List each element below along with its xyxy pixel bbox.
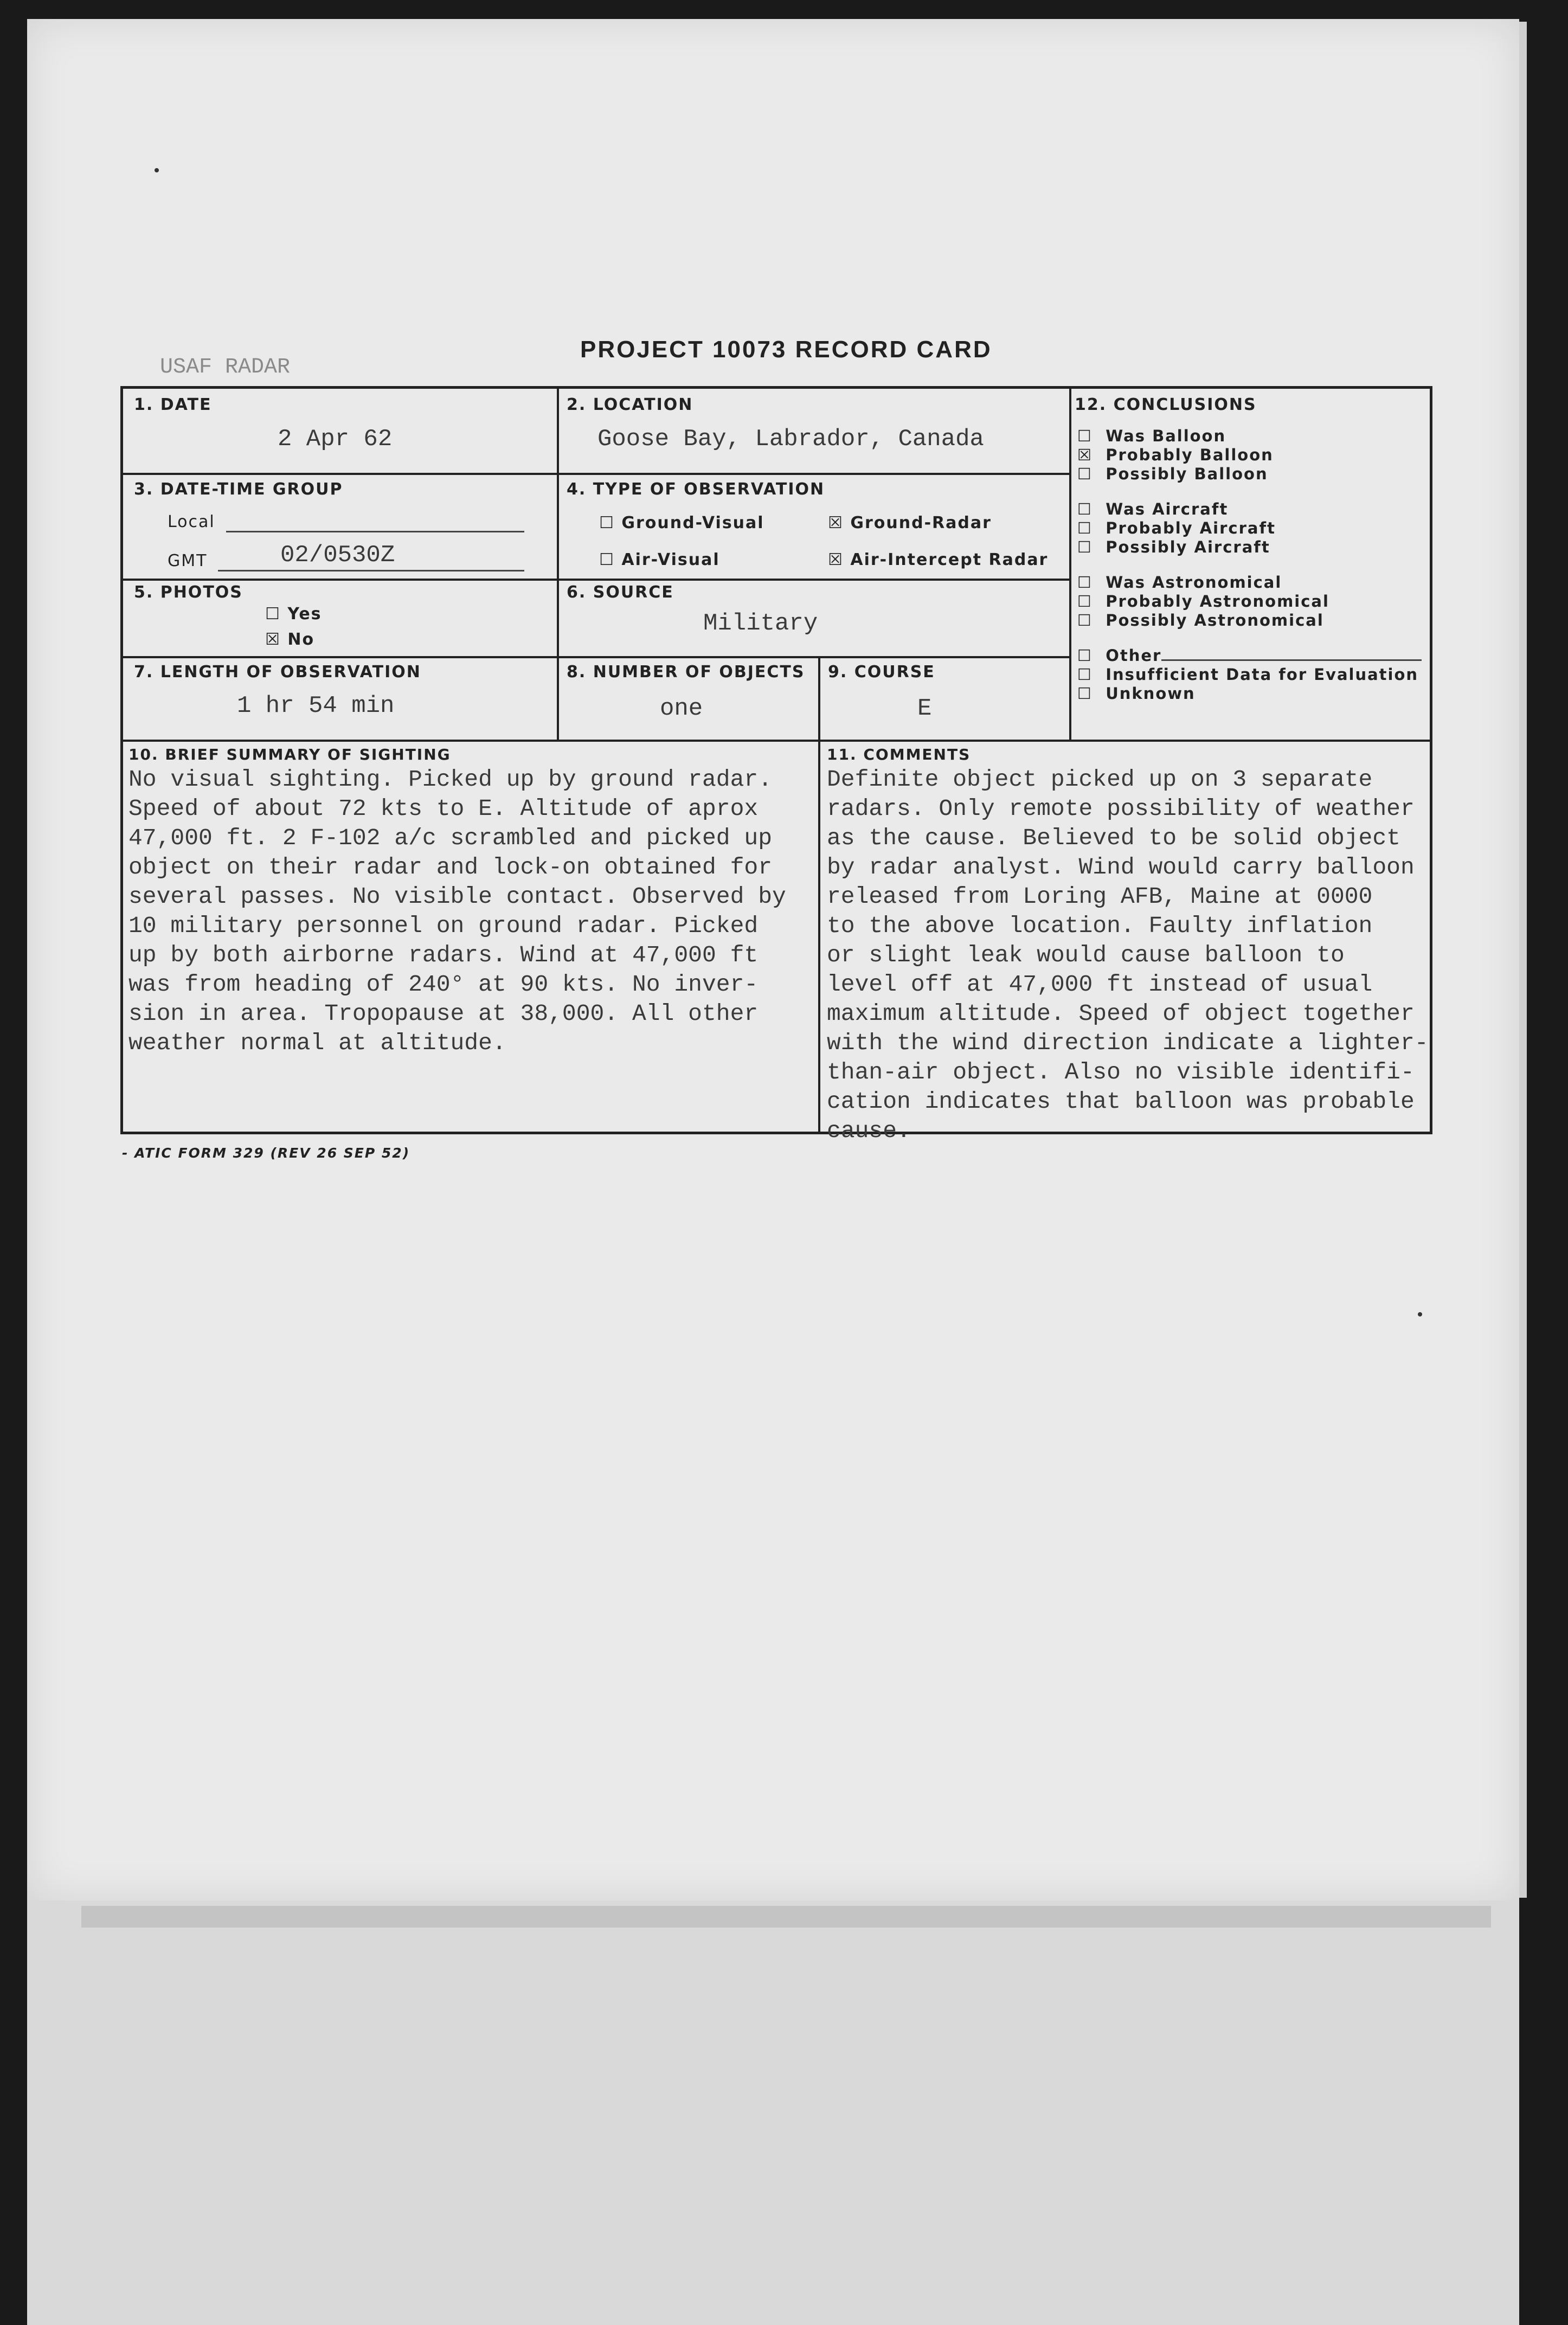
summary-line: was from heading of 240° at 90 kts. No inver- xyxy=(128,971,759,998)
record-card xyxy=(120,386,1432,1144)
column-divider xyxy=(818,656,820,740)
checkbox-icon: ☐ xyxy=(1077,665,1093,684)
comment-line: released from Loring AFB, Maine at 0000 xyxy=(827,883,1373,910)
spacer xyxy=(1077,484,1422,500)
summary-line: up by both airborne radars. Wind at 47,000 ft xyxy=(128,942,759,968)
comment-line: maximum altitude. Speed of object together xyxy=(827,1000,1415,1027)
speck xyxy=(1418,1312,1422,1316)
date-label: 1. DATE xyxy=(134,395,212,414)
summary-line: object on their radar and lock-on obtained for xyxy=(128,854,772,881)
comment-line: radars. Only remote possibility of weather xyxy=(827,795,1415,822)
conclusion-was-astronomical[interactable]: ☐ Was Astronomical xyxy=(1077,573,1282,592)
checked-box-icon: ☒ xyxy=(828,550,844,569)
conclusion-possibly-balloon[interactable]: ☐ Possibly Balloon xyxy=(1077,465,1268,483)
number-of-objects-label: 8. NUMBER OF OBJECTS xyxy=(567,663,805,682)
comment-line: cause. xyxy=(827,1117,911,1144)
source-label: 6. SOURCE xyxy=(567,583,674,602)
course-label: 9. COURSE xyxy=(828,663,935,682)
location-label: 2. LOCATION xyxy=(567,395,693,414)
other-underline xyxy=(1161,659,1422,661)
checkbox-icon: ☐ xyxy=(1077,500,1093,518)
length-of-observation-label: 7. LENGTH OF OBSERVATION xyxy=(134,663,421,682)
checked-box-icon: ☒ xyxy=(828,513,844,532)
local-label: Local xyxy=(168,512,215,531)
checkbox-icon: ☐ xyxy=(1077,611,1093,630)
speck xyxy=(155,168,159,172)
comment-line: cation indicates that balloon was probable xyxy=(827,1088,1415,1115)
checkbox-icon: ☐ xyxy=(1077,519,1093,537)
checkbox-icon: ☐ xyxy=(1077,538,1093,556)
option-photos-no[interactable]: ☒ No xyxy=(265,630,315,649)
comment-line: to the above location. Faulty inflation xyxy=(827,913,1373,939)
conclusion-was-aircraft[interactable]: ☐ Was Aircraft xyxy=(1077,500,1229,518)
checkbox-icon: ☐ xyxy=(599,513,615,532)
checkbox-icon: ☐ xyxy=(1077,592,1093,611)
paper-shadow xyxy=(81,1906,1491,1928)
comments-text xyxy=(827,765,1429,1146)
header-note: USAF RADAR xyxy=(160,355,291,380)
conclusion-possibly-aircraft[interactable]: ☐ Possibly Aircraft xyxy=(1077,538,1270,556)
spacer xyxy=(1077,557,1422,573)
conclusion-probably-aircraft[interactable]: ☐ Probably Aircraft xyxy=(1077,519,1276,537)
checked-box-icon: ☒ xyxy=(265,630,281,649)
checkbox-icon: ☐ xyxy=(1077,573,1093,592)
summary-line: weather normal at altitude. xyxy=(128,1030,506,1056)
column-divider xyxy=(818,740,820,1133)
comment-line: or slight leak would cause balloon to xyxy=(827,942,1345,968)
row-divider xyxy=(123,579,1069,581)
type-of-observation-label: 4. TYPE OF OBSERVATION xyxy=(567,480,825,499)
conclusion-probably-astronomical[interactable]: ☐ Probably Astronomical xyxy=(1077,592,1329,611)
checkbox-icon: ☐ xyxy=(1077,646,1093,665)
summary-line: several passes. No visible contact. Observed by xyxy=(128,883,786,910)
comment-line: level off at 47,000 ft instead of usual xyxy=(827,971,1373,998)
checked-box-icon: ☒ xyxy=(1077,446,1093,464)
conclusions-label: 12. CONCLUSIONS xyxy=(1075,395,1257,414)
date-time-group-label: 3. DATE-TIME GROUP xyxy=(134,480,343,499)
comment-line: with the wind direction indicate a lighter- xyxy=(827,1030,1429,1056)
course-value: E xyxy=(917,695,932,722)
checkbox-icon: ☐ xyxy=(265,605,281,624)
conclusions-list xyxy=(1077,427,1422,703)
length-of-observation-value: 1 hr 54 min xyxy=(237,692,395,720)
option-air-visual[interactable]: ☐ Air-Visual xyxy=(599,550,720,569)
location-value: Goose Bay, Labrador, Canada xyxy=(597,426,984,453)
comment-line: by radar analyst. Wind would carry balloon xyxy=(827,854,1415,881)
option-ground-radar[interactable]: ☒ Ground-Radar xyxy=(828,513,992,532)
conclusion-other[interactable]: ☐ Other xyxy=(1077,646,1422,665)
date-value: 2 Apr 62 xyxy=(278,426,393,453)
summary-line: 10 military personnel on ground radar. Picked xyxy=(128,913,759,939)
card-title: PROJECT 10073 RECORD CARD xyxy=(580,336,992,363)
gmt-label: GMT xyxy=(168,551,208,570)
paper-lower-area xyxy=(27,1900,1519,2325)
summary-line: 47,000 ft. 2 F-102 a/c scrambled and picked up xyxy=(128,825,772,851)
conclusion-possibly-astronomical[interactable]: ☐ Possibly Astronomical xyxy=(1077,611,1324,630)
option-photos-yes[interactable]: ☐ Yes xyxy=(265,605,322,624)
number-of-objects-value: one xyxy=(660,695,703,722)
comment-line: Definite object picked up on 3 separate xyxy=(827,766,1373,793)
paper-edge xyxy=(1519,22,1527,1898)
checkbox-icon: ☐ xyxy=(599,550,615,569)
summary-line: No visual sighting. Picked up by ground radar. xyxy=(128,766,772,793)
spacer xyxy=(1077,630,1422,646)
gmt-underline xyxy=(218,570,524,571)
comments-label: 11. COMMENTS xyxy=(827,746,971,763)
conclusion-was-balloon[interactable]: ☐ Was Balloon xyxy=(1077,427,1226,445)
checkbox-icon: ☐ xyxy=(1077,465,1093,483)
row-divider xyxy=(123,740,1431,742)
option-ground-visual[interactable]: ☐ Ground-Visual xyxy=(599,513,764,532)
summary-line: sion in area. Tropopause at 38,000. All other xyxy=(128,1000,759,1027)
comment-line: as the cause. Believed to be solid object xyxy=(827,825,1400,851)
checkbox-icon: ☐ xyxy=(1077,684,1093,703)
row-divider xyxy=(123,656,1069,658)
checkbox-icon: ☐ xyxy=(1077,427,1093,445)
brief-summary-text xyxy=(128,765,813,1058)
column-divider xyxy=(557,389,559,740)
conclusion-insufficient-data[interactable]: ☐ Insufficient Data for Evaluation xyxy=(1077,665,1419,684)
source-value: Military xyxy=(703,610,818,637)
form-footer: - ATIC FORM 329 (REV 26 SEP 52) xyxy=(122,1145,410,1161)
local-underline xyxy=(226,531,524,532)
comment-line: than-air object. Also no visible identifi- xyxy=(827,1059,1415,1086)
brief-summary-label: 10. BRIEF SUMMARY OF SIGHTING xyxy=(128,746,451,763)
summary-line: Speed of about 72 kts to E. Altitude of aprox xyxy=(128,795,759,822)
option-air-intercept-radar[interactable]: ☒ Air-Intercept Radar xyxy=(828,550,1049,569)
conclusion-probably-balloon[interactable]: ☒ Probably Balloon xyxy=(1077,446,1274,464)
gmt-value: 02/0530Z xyxy=(280,542,395,569)
photos-label: 5. PHOTOS xyxy=(134,583,243,602)
column-divider xyxy=(1069,389,1071,740)
row-divider xyxy=(123,473,1069,475)
conclusion-unknown[interactable]: ☐ Unknown xyxy=(1077,684,1196,703)
